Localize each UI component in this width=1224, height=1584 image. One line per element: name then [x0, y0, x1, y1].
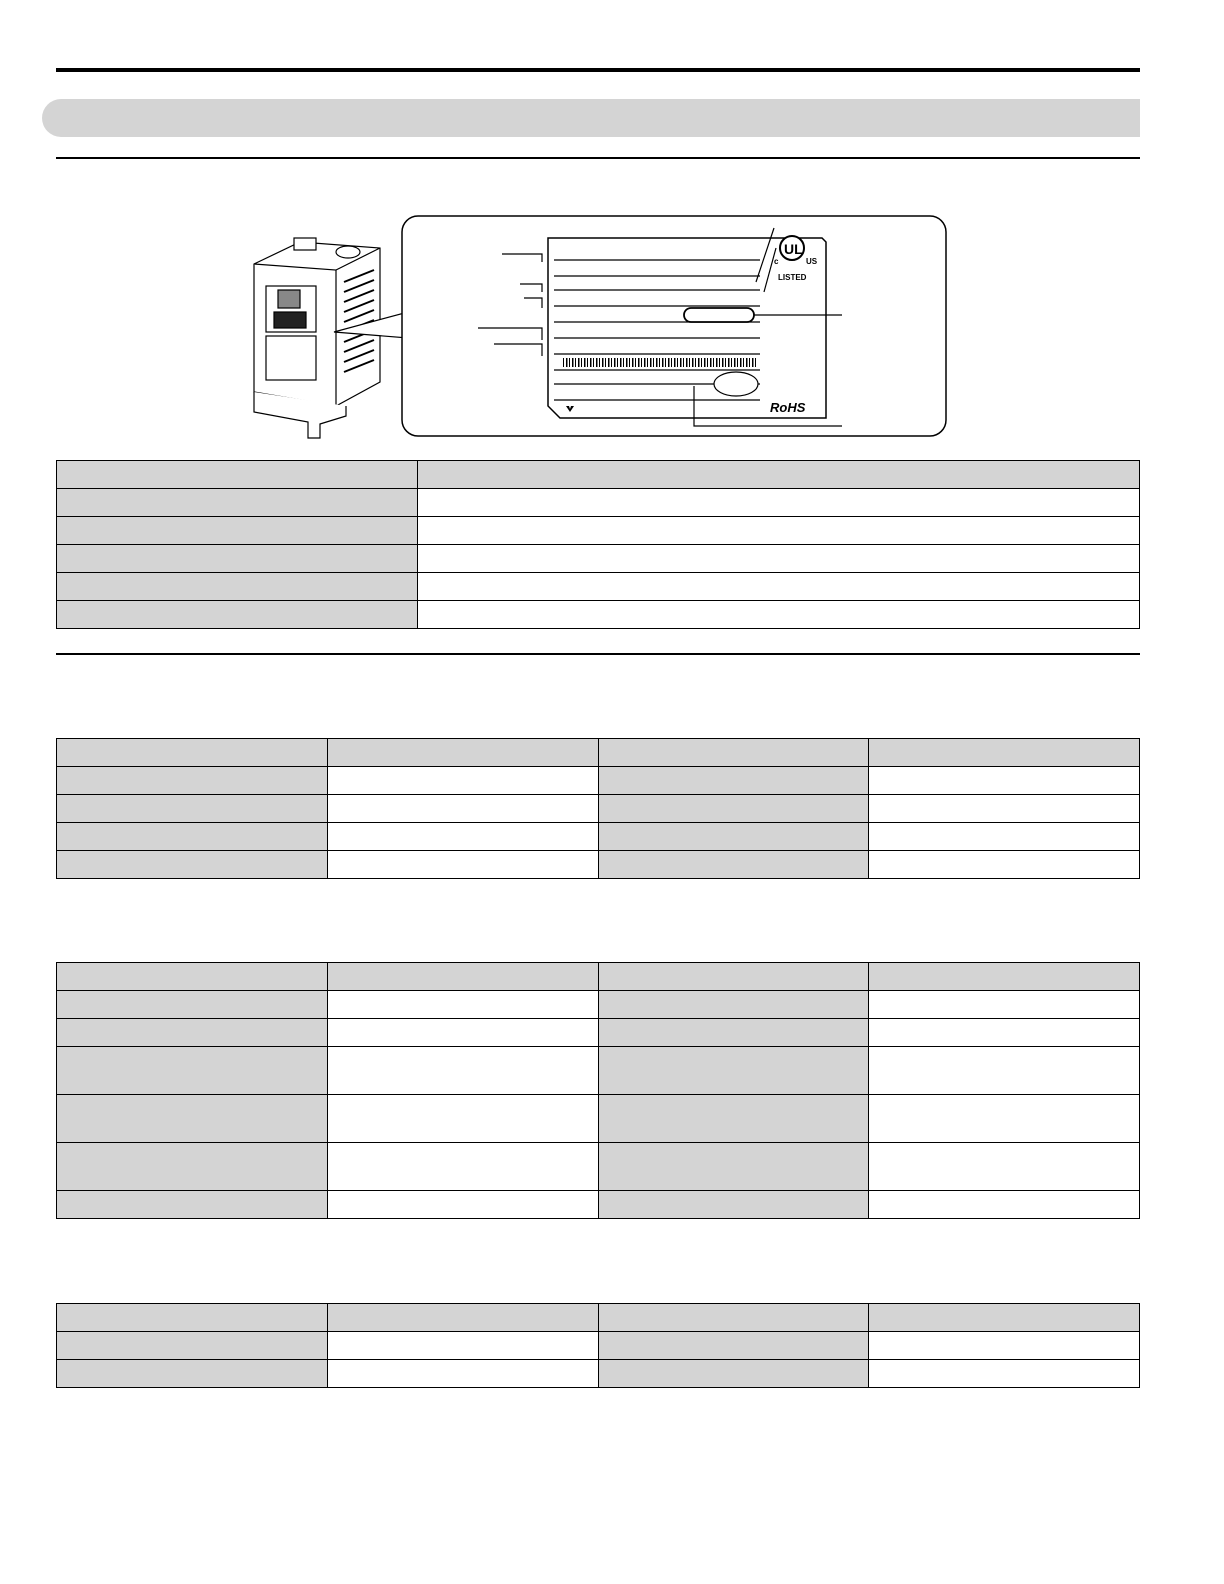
svg-text:UL: UL	[784, 241, 803, 257]
table-4	[56, 1303, 1140, 1388]
table-4-header-row	[57, 1304, 1140, 1332]
table-cell	[57, 573, 418, 601]
table-cell	[869, 963, 1140, 991]
table-row	[57, 823, 1140, 851]
table-row	[57, 517, 1140, 545]
table-cell	[57, 1095, 328, 1143]
nameplate-illustration	[248, 212, 948, 442]
table-row	[57, 1019, 1140, 1047]
table-cell	[327, 1047, 598, 1095]
table-cell	[57, 489, 418, 517]
table-cell	[327, 1095, 598, 1143]
table-cell	[598, 1191, 869, 1219]
svg-text:US: US	[806, 257, 818, 266]
table-1-header-row	[57, 461, 1140, 489]
table-cell	[418, 601, 1140, 629]
table-cell	[327, 795, 598, 823]
table-cell	[57, 963, 328, 991]
table-cell	[57, 1191, 328, 1219]
table-cell	[598, 1019, 869, 1047]
table-cell	[598, 739, 869, 767]
table-row	[57, 1360, 1140, 1388]
table-cell	[598, 1360, 869, 1388]
table-cell	[327, 851, 598, 879]
table-cell	[327, 1143, 598, 1191]
table-cell	[418, 461, 1140, 489]
table-cell	[57, 601, 418, 629]
table-cell	[598, 767, 869, 795]
table-cell	[598, 1047, 869, 1095]
table-row	[57, 851, 1140, 879]
table-cell	[57, 767, 328, 795]
table-3	[56, 962, 1140, 1219]
table-cell	[418, 545, 1140, 573]
table-cell	[57, 517, 418, 545]
table-cell	[869, 1332, 1140, 1360]
table-2-header-row	[57, 739, 1140, 767]
table-row	[57, 991, 1140, 1019]
table-cell	[57, 991, 328, 1019]
table-cell	[598, 963, 869, 991]
table-row	[57, 1143, 1140, 1191]
table-cell	[598, 1332, 869, 1360]
table-cell	[869, 1095, 1140, 1143]
table-cell	[327, 1332, 598, 1360]
table-cell	[327, 963, 598, 991]
svg-text:LISTED: LISTED	[778, 273, 807, 282]
table-cell	[57, 1304, 328, 1332]
table-cell	[869, 1019, 1140, 1047]
table-cell	[57, 461, 418, 489]
section-banner	[42, 99, 1140, 137]
table-cell	[869, 851, 1140, 879]
table-cell	[327, 1019, 598, 1047]
table-cell	[598, 1095, 869, 1143]
svg-text:c: c	[774, 257, 779, 266]
table-cell	[57, 1332, 328, 1360]
barcode-icon	[562, 358, 758, 367]
nameplate	[548, 238, 826, 418]
oval-mark	[714, 372, 758, 396]
table-cell	[869, 1047, 1140, 1095]
table-cell	[327, 739, 598, 767]
table-cell	[327, 1360, 598, 1388]
table-cell	[598, 1304, 869, 1332]
table-cell	[869, 1191, 1140, 1219]
table-cell	[598, 851, 869, 879]
table-2	[56, 738, 1140, 879]
table-cell	[869, 1360, 1140, 1388]
table-cell	[57, 1143, 328, 1191]
table-cell	[57, 1019, 328, 1047]
table-cell	[869, 795, 1140, 823]
table-cell	[327, 991, 598, 1019]
table-cell	[869, 1143, 1140, 1191]
table-row	[57, 573, 1140, 601]
table-row	[57, 1191, 1140, 1219]
table-row	[57, 489, 1140, 517]
table-cell	[327, 1304, 598, 1332]
table-row	[57, 545, 1140, 573]
table-cell	[327, 767, 598, 795]
table-cell	[327, 823, 598, 851]
table-cell	[57, 851, 328, 879]
section-rule-2	[56, 653, 1140, 655]
table-cell	[598, 795, 869, 823]
table-row	[57, 795, 1140, 823]
table-row	[57, 601, 1140, 629]
table-cell	[869, 991, 1140, 1019]
rohs-mark: RoHS	[770, 400, 806, 415]
table-cell	[57, 739, 328, 767]
table-row	[57, 767, 1140, 795]
section-rule-1	[56, 157, 1140, 159]
table-cell	[869, 739, 1140, 767]
table-3-header-row	[57, 963, 1140, 991]
table-row	[57, 1332, 1140, 1360]
table-cell	[57, 823, 328, 851]
table-cell	[598, 991, 869, 1019]
table-cell	[418, 489, 1140, 517]
table-row	[57, 1095, 1140, 1143]
table-1	[56, 460, 1140, 629]
table-cell	[57, 795, 328, 823]
table-cell	[418, 573, 1140, 601]
top-rule	[56, 68, 1140, 72]
table-cell	[327, 1191, 598, 1219]
table-cell	[57, 545, 418, 573]
table-cell	[869, 1304, 1140, 1332]
table-cell	[57, 1047, 328, 1095]
drive-unit-icon	[254, 238, 380, 438]
pill-box	[684, 308, 754, 322]
table-row	[57, 1047, 1140, 1095]
table-cell	[598, 1143, 869, 1191]
table-cell	[598, 823, 869, 851]
table-cell	[57, 1360, 328, 1388]
table-cell	[869, 767, 1140, 795]
table-cell	[418, 517, 1140, 545]
table-cell	[869, 823, 1140, 851]
